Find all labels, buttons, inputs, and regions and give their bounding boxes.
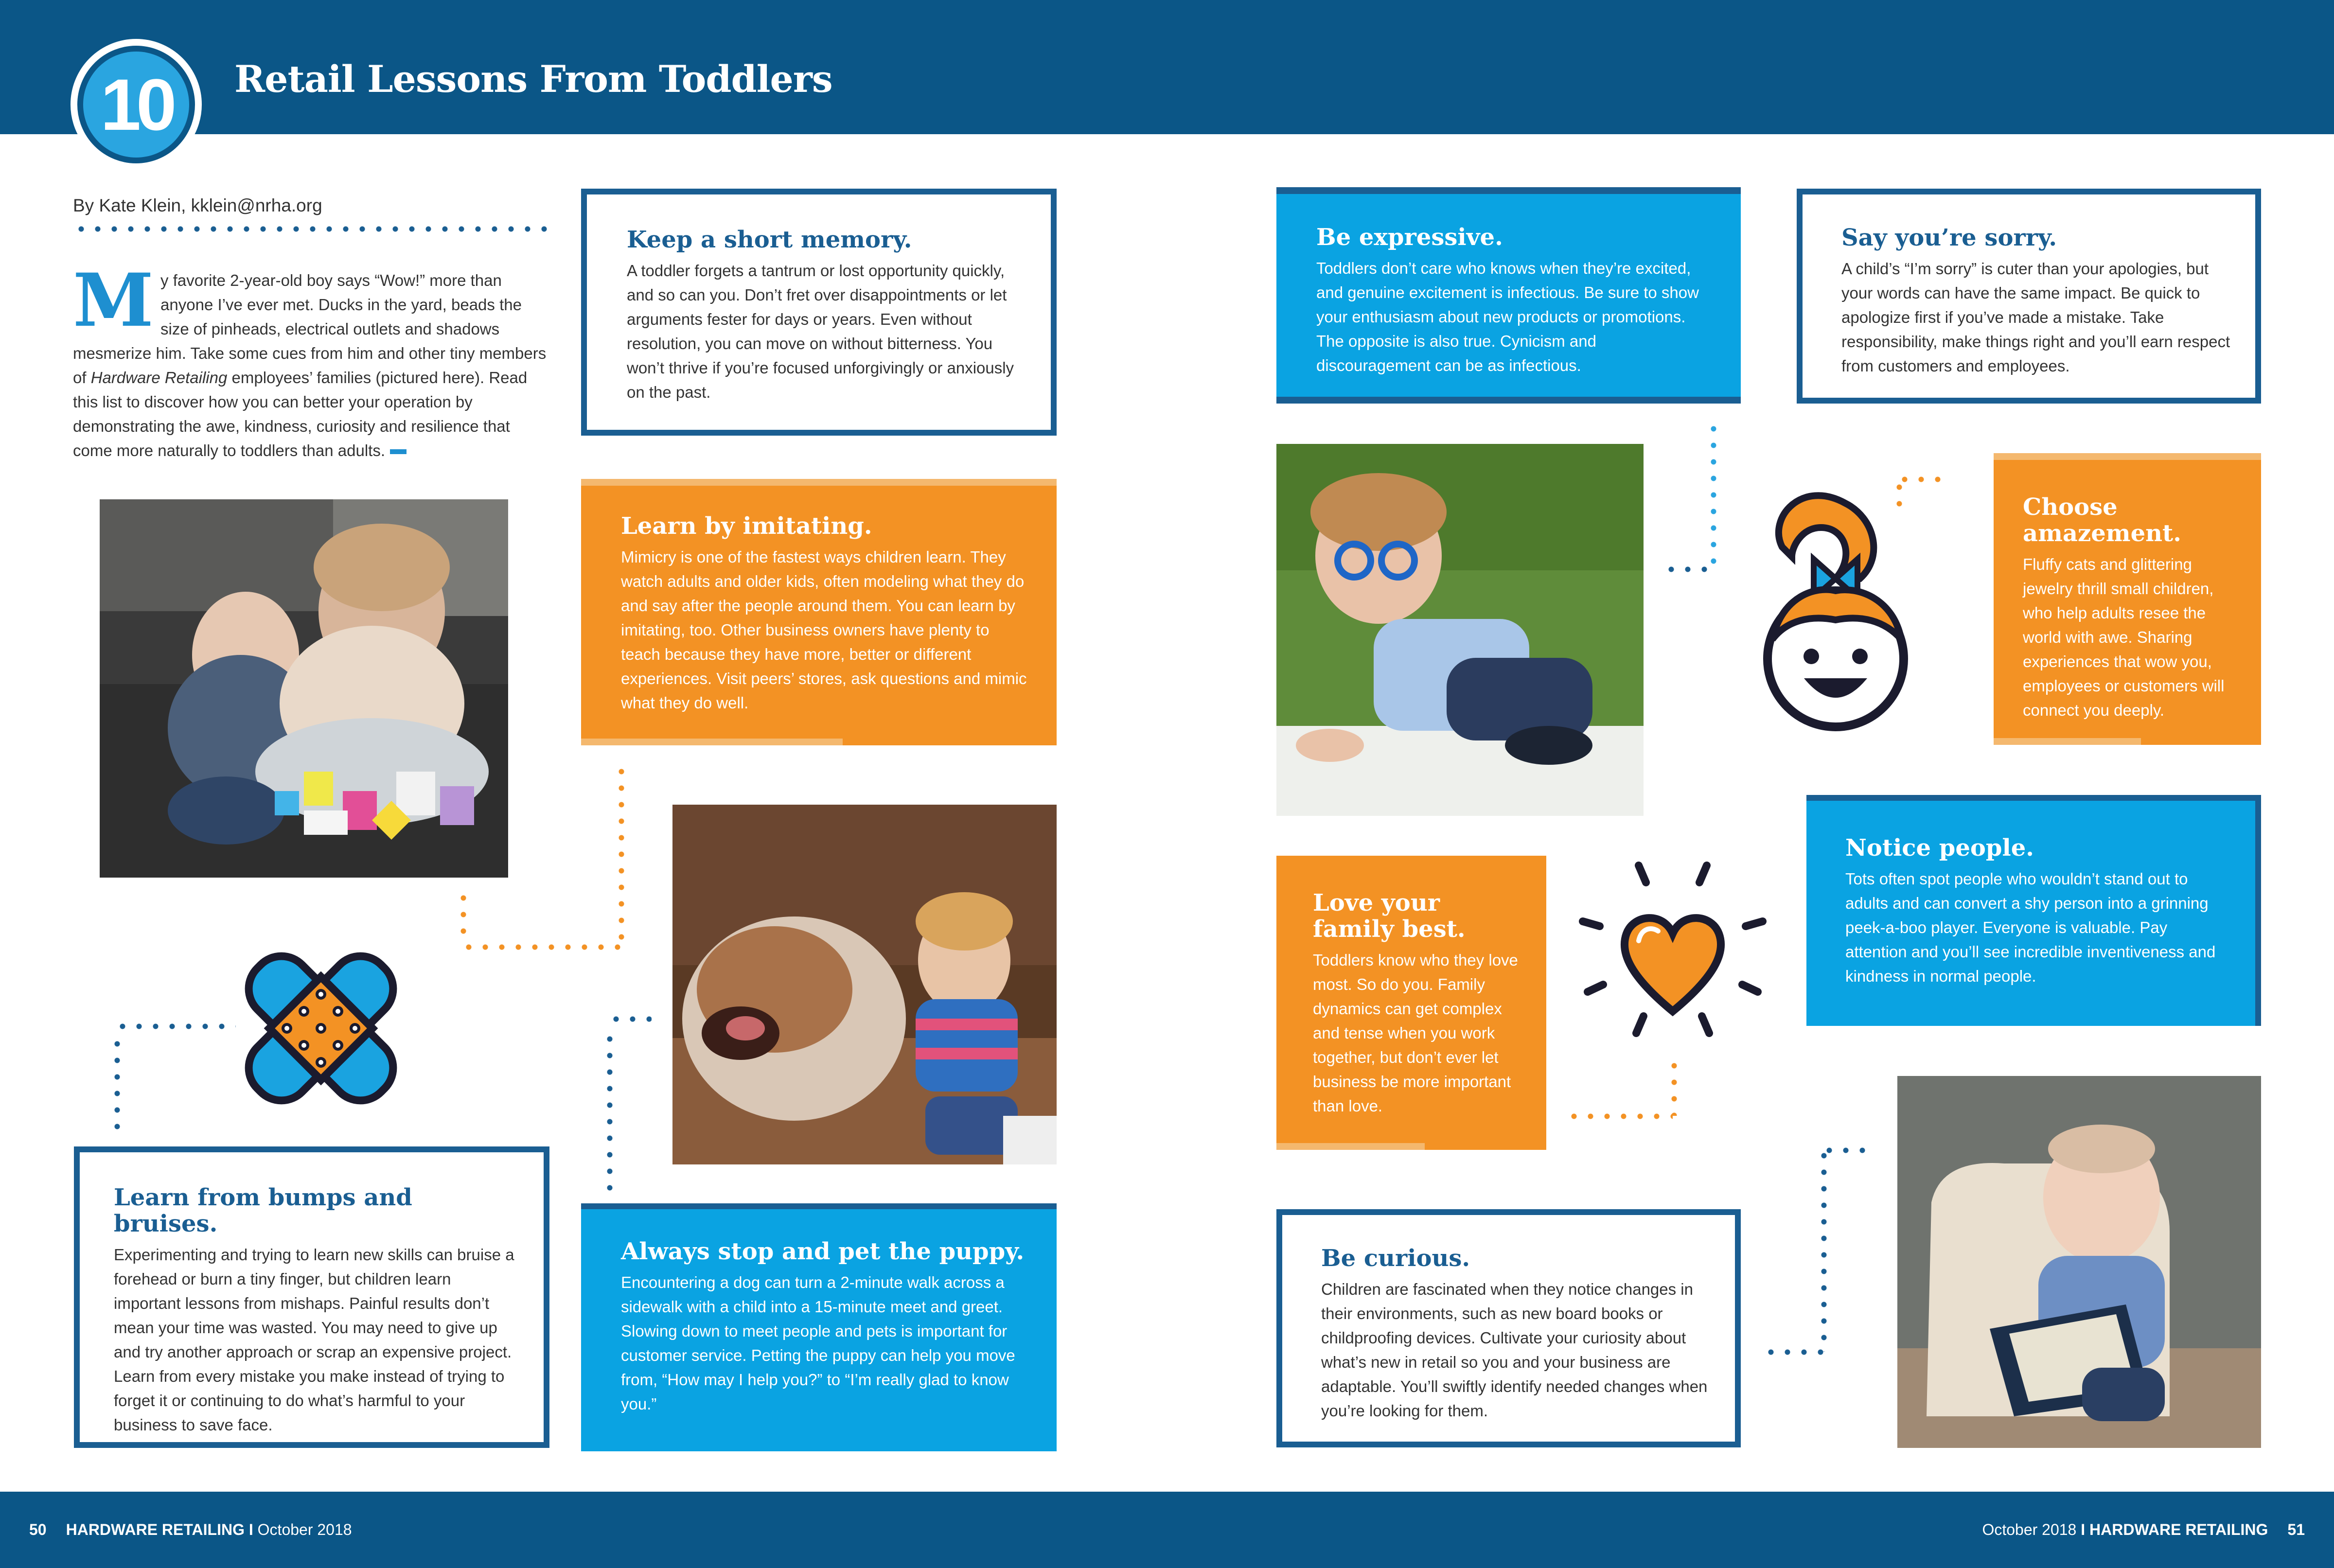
footer-band	[0, 1492, 2334, 1568]
page-number-right: 51	[2287, 1521, 2305, 1538]
lesson-be-curious	[1276, 1209, 1741, 1447]
lesson-body: Toddlers don’t care who knows when they’re excited, and genuine excitement is infectious. Be sure to show your enthusiasm about new products or promotions. The opposite is also true. Cynicism and discouragement can be as infectious.	[1316, 259, 1699, 374]
lesson-body: A child’s “I’m sorry” is cuter than your apologies, but your words can have the same impact. Be quick to apologize first if you’ve made a mistake. Take responsibility, make things right and you’ll earn respect from customers and employees.	[1841, 260, 2230, 375]
intro-text-2: employees’ families (pictured here). Read this list to discover how you can better your operation by demonstrating the awe, kindness, curiosity and resilience that come more naturally to toddlers than adults.	[73, 369, 528, 459]
connector-dots	[1821, 1147, 1827, 1352]
lesson-choose-amazement	[1994, 453, 2261, 745]
connector-dots	[607, 1031, 613, 1191]
separator: I	[2076, 1521, 2090, 1538]
separator: I	[244, 1521, 258, 1538]
connector-dots	[1763, 1349, 1826, 1355]
connector-dots	[1671, 1057, 1677, 1116]
footer-right	[1982, 1521, 2305, 1539]
lesson-be-expressive	[1276, 187, 1741, 404]
publication-name: HARDWARE RETAILING	[2089, 1521, 2268, 1538]
lesson-body: Encountering a dog can turn a 2-minute walk across a sidewalk with a child into a 15-minute meet and greet. Slowing down to meet people and pets is important for customer service. Petting the puppy can help you move from, “How may I help you?” to “I’m really glad to know you.”	[621, 1273, 1015, 1413]
lesson-bumps-and-bruises	[74, 1146, 549, 1448]
lesson-body: Fluffy cats and glittering jewelry thrill small children, who help adults resee the world with awe. Sharing experiences that wow you, employees or customers will connect you deeply.	[2023, 555, 2225, 719]
lesson-learn-by-imitating	[581, 479, 1057, 745]
intro-paragraph	[73, 258, 549, 463]
lesson-body: A toddler forgets a tantrum or lost opportunity quickly, and so can you. Don’t fret over disappointments or let arguments fester for days or years. Even without resolution, you can move on without bitterness. You won’t thrive if you’re focused unforgivingly or anxiously on the past.	[627, 262, 1014, 401]
girl-face-icon	[1763, 474, 1923, 737]
connector-dots	[1821, 1147, 1874, 1153]
issue-date: October 2018	[1982, 1521, 2077, 1538]
byline: By Kate Klein, kklein@nrha.org	[73, 195, 322, 215]
connector-dots	[1711, 421, 1716, 571]
lesson-body: Tots often spot people who wouldn’t stand out to adults and can convert a shy person into a grinning peek-a-boo player. Everyone is valuable. Pay attention and you’ll see incredible inventiveness and kindness in normal people.	[1845, 870, 2216, 985]
lesson-say-sorry	[1797, 189, 2261, 404]
lesson-notice-people	[1806, 795, 2261, 1026]
footer-left	[29, 1521, 352, 1539]
bandage-icon	[229, 936, 413, 1121]
intro-italic: Hardware Retailing	[90, 369, 228, 387]
lesson-title: Always stop and pet the puppy.	[621, 1238, 1025, 1265]
lesson-title: Be curious.	[1321, 1245, 1470, 1272]
connector-dots	[1663, 566, 1712, 572]
connector-dots	[460, 890, 466, 943]
connector-dots	[1566, 1113, 1673, 1119]
lesson-body: Toddlers know who they love most. So do you. Family dynamics can get complex and tense when you work together, but don’t ever let business be more important than love.	[1313, 951, 1518, 1115]
lesson-title: Notice people.	[1845, 834, 2034, 862]
lesson-pet-the-puppy	[581, 1203, 1057, 1451]
lesson-body: Children are fascinated when they notice changes in their environments, such as new board books or childproofing devices. Cultivate your curiosity about what’s new in retail so you and your business are adaptable. You’ll swiftly identify needed changes when you’re looking for them.	[1321, 1280, 1708, 1420]
lesson-love-family	[1276, 856, 1546, 1150]
page-number-left: 50	[29, 1521, 47, 1538]
connector-dots	[608, 1016, 652, 1022]
photo-boy-glasses	[1276, 444, 1644, 816]
photo-toddlers-blocks	[100, 499, 508, 878]
dotted-rule	[73, 226, 554, 232]
end-mark	[390, 449, 407, 454]
photo-baby-book	[1897, 1076, 2261, 1448]
intro-text-1: y favorite 2-year-old boy says “Wow!” more than anyone I’ve ever met. Ducks in the yard, beads the size of pinheads, electrical outlets and shadows mesmerize him. Take some cues from him and other tiny members of	[73, 271, 547, 387]
number-badge	[71, 39, 202, 170]
lesson-body: Experimenting and trying to learn new skills can bruise a forehead or burn a tiny finger, but children learn important lessons from mishaps. Painful results don’t mean your time was wasted. You may need to give up and try another approach or scrap an expensive project. Learn from every mistake you make instead of trying to forget it or continuing to do what’s harmful to your business to save face.	[114, 1246, 514, 1434]
page-title: Retail Lessons From Toddlers	[234, 57, 832, 101]
badge-number: 10	[83, 52, 189, 158]
lesson-title: Love your family best.	[1313, 889, 1466, 943]
connector-dots	[460, 944, 621, 950]
photo-boy-bulldog	[672, 805, 1057, 1164]
lesson-keep-short-memory	[581, 189, 1057, 436]
publication-name: HARDWARE RETAILING	[66, 1521, 245, 1538]
connector-dots	[619, 763, 624, 948]
issue-date: October 2018	[257, 1521, 352, 1538]
lesson-title: Say you’re sorry.	[1841, 224, 2057, 251]
drop-cap: M	[73, 258, 154, 343]
lesson-title: Learn from bumps and bruises.	[114, 1184, 412, 1237]
lesson-title: Learn by imitating.	[621, 512, 872, 540]
lesson-title: Be expressive.	[1316, 224, 1503, 251]
lesson-title: Choose amazement.	[2023, 493, 2181, 547]
lesson-title: Keep a short memory.	[627, 226, 912, 253]
connector-dots	[114, 1036, 120, 1133]
connector-dots	[114, 1023, 236, 1029]
lesson-body: Mimicry is one of the fastest ways children learn. They watch adults and older kids, often modeling what they do and say after the people around them. You can learn by imitating, too. Other business owners have plenty to teach because they have more, better or different experiences. Visit peers’ stores, ask questions and mimic what they do well.	[621, 548, 1027, 712]
heart-icon	[1573, 851, 1772, 1055]
